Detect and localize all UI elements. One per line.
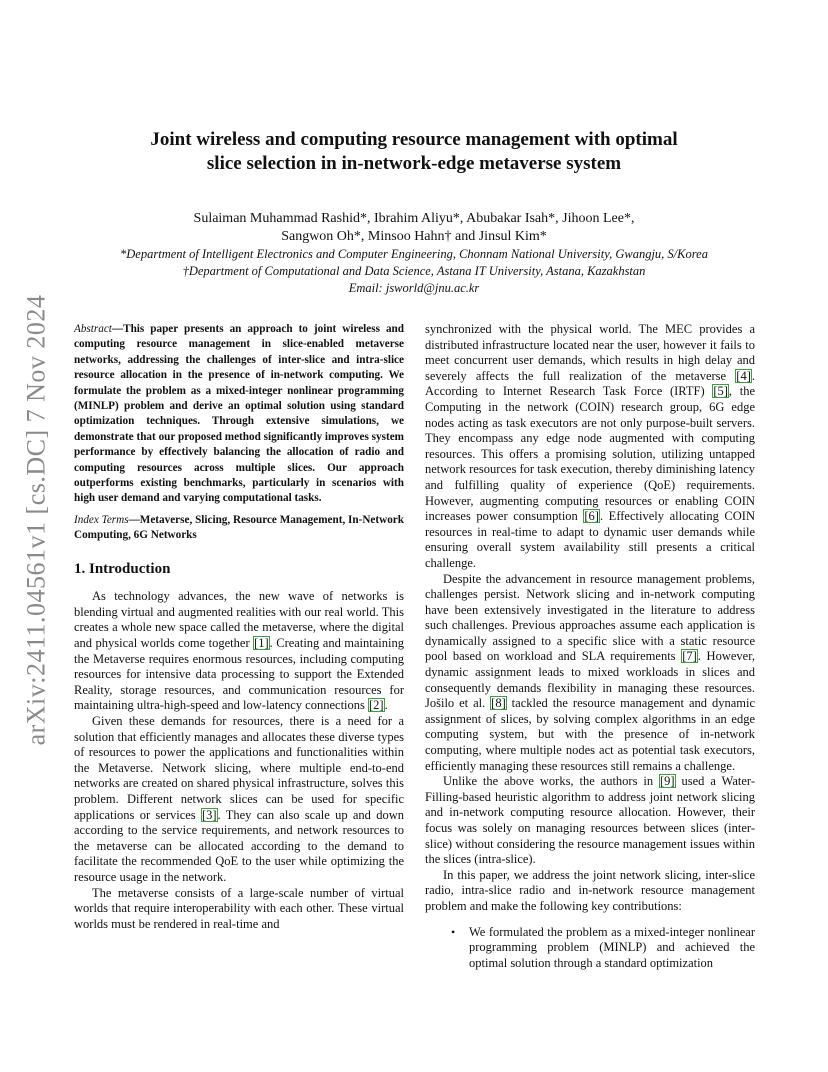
citation-link[interactable]: [1] bbox=[254, 636, 269, 651]
text-run: . They can also scale up and down according to the service requirements, and network resources to the metaverse can be allocated according to the demand to facilitate the recommended QoE to the user while optimizing the resource usage in the network. bbox=[74, 807, 404, 884]
affiliations bbox=[60, 246, 768, 297]
text-run: tackled the resource management and dynamic assignment of slices, by solving complex algorithms in an edge computing system, but with the presence of in-network computing, where multiple nodes act as potential task executors, efficiently managing these resources still remains a challenge. bbox=[425, 696, 755, 773]
author-line: Sulaiman Muhammad Rashid*, Ibrahim Aliyu*, Abubakar Isah*, Jihoon Lee*, bbox=[193, 211, 635, 226]
paragraph bbox=[425, 322, 755, 572]
right-column bbox=[425, 322, 755, 971]
citation-link[interactable]: [7] bbox=[682, 649, 697, 664]
affiliation-line: †Department of Computational and Data Science, Astana IT University, Astana, Kazakhstan bbox=[182, 264, 646, 278]
text-run: , the Computing in the network (COIN) research group, 6G edge nodes acting as task executors are not only purpose-built servers. They encompass any edge node augmented with computing resources. This offers a promising solution, utilizing untapped network resources for task execution, thereby diminishing latency and fulfilling quality of experience (QoE) requirements. However, augmenting computing resources or enabling COIN increases power consumption bbox=[425, 384, 755, 524]
index-terms-text: —Metaverse, Slicing, Resource Management, In-Network Computing, 6G Networks bbox=[74, 513, 404, 542]
paper-title bbox=[90, 128, 738, 176]
text-run: As technology advances, the new wave of networks is blending virtual and augmented realities with our real world. This creates a whole new space called the metaverse, where the digital and physical worlds come together bbox=[74, 589, 404, 651]
text-run: . However, dynamic assignment leads to mixed workloads in slices and consequently demands flexibility in managing these resources. Jošilo et al. bbox=[425, 649, 755, 711]
citation-link[interactable]: [3] bbox=[201, 807, 217, 822]
text-run: . Creating and maintaining the Metaverse requires enormous resources, including computing resources for intensive data processing to support the Extended Reality, storage resources, and communication resources for maintaining ultra-high-speed and low-latency connections bbox=[74, 636, 404, 713]
abstract-text: —This paper presents an approach to joint wireless and computing resource management in slice-enabled metaverse networks, addressing the challenges of inter-slice and intra-slice resource allocation in the presence of in-network computing. We formulate the problem as a mixed-integer nonlinear programming (MINLP) problem and derive an optimal solution using standard optimization techniques. Through extensive simulations, we demonstrate that our proposed method significantly improves system performance by effectively balancing the allocation of radio and computing resources across multiple slices. Our approach outperforms existing benchmarks, particularly in scenarios with high user demand and varying computational tasks. bbox=[74, 323, 404, 505]
left-column bbox=[74, 322, 404, 932]
index-terms bbox=[74, 513, 404, 544]
citation-link[interactable]: [8] bbox=[491, 696, 506, 711]
index-terms-label: Index Terms bbox=[74, 513, 129, 526]
text-run: Despite the advancement in resource management problems, challenges persist. Network slicing and in-network computing have been extensively investigated in the literature to address such challenges. Previous approaches assume each application is dynamically assigned to a specific slice with a static resource pool based on workload and SLA requirements bbox=[425, 571, 755, 664]
section-heading-introduction: 1. Introduction bbox=[74, 560, 171, 577]
paragraph bbox=[74, 714, 404, 886]
arxiv-identifier[interactable]: arXiv:2411.04561v1 [cs.DC] 7 Nov 2024 bbox=[21, 294, 51, 746]
text-run: used a Water-Filling-based heuristic algorithm to address joint network slicing and in-network computing resource allocation. However, their focus was solely on managing resources between slices (inter-slice) without considering the resource management issues within the slices (intra-slice). bbox=[425, 774, 755, 867]
title-line: Joint wireless and computing resource management with optimal bbox=[150, 129, 678, 150]
citation-link[interactable]: [6] bbox=[584, 509, 599, 524]
list-item-text: We formulated the problem as a mixed-integer nonlinear programming problem (MINLP) and achieved the optimal solution through a standard optimization bbox=[469, 924, 755, 970]
contact-email: Email: jsworld@jnu.ac.kr bbox=[348, 281, 480, 295]
text-run: synchronized with the physical world. The MEC provides a distributed infrastructure located near the user, however it fails to meet concurrent user demands, which results in high delay and severely affects the full realization of the metaverse bbox=[425, 322, 755, 383]
arxiv-identifier-stamp bbox=[12, 290, 60, 750]
bullet-icon: • bbox=[451, 924, 456, 939]
citation-link[interactable]: [2] bbox=[369, 698, 384, 713]
paragraph bbox=[425, 774, 755, 868]
affiliation-line: *Department of Intelligent Electronics and Computer Engineering, Chonnam National University, Gwangju, S/Korea bbox=[120, 247, 708, 261]
text-run: Given these demands for resources, there is a need for a solution that efficiently manages and allocates these diverse types of resources to power the applications and functionalities within the Metaverse. Network slicing, where multiple end-to-end networks are created on shared physical infrastructure, solves this problem. Different network slices can be used for specific applications or services bbox=[74, 714, 404, 822]
author-line: Sangwon Oh*, Minsoo Hahn† and Jinsul Kim* bbox=[281, 229, 547, 244]
citation-link[interactable]: [4] bbox=[736, 368, 751, 383]
list-item bbox=[425, 925, 755, 972]
text-run: In this paper, we address the joint network slicing, inter-slice radio, intra-slice radio and in-network resource management problem and make the following key contributions: bbox=[425, 867, 755, 913]
text-run: . According to Internet Research Task Force (IRTF) bbox=[425, 368, 755, 399]
citation-link[interactable]: [5] bbox=[713, 384, 728, 399]
text-run: The metaverse consists of a large-scale number of virtual worlds that require interoperability with each other. These virtual worlds must be rendered in real-time and bbox=[74, 885, 404, 931]
paragraph bbox=[74, 589, 404, 714]
citation-link[interactable]: [9] bbox=[660, 774, 675, 789]
text-run: Unlike the above works, the authors in bbox=[443, 774, 659, 789]
author-list bbox=[80, 210, 748, 246]
text-run: . Effectively allocating COIN resources in real-time to adapt to dynamic user demands while ensuring overall system availability still presents a critical challenge. bbox=[425, 509, 755, 570]
paragraph bbox=[425, 572, 755, 775]
abstract-label: Abstract bbox=[74, 323, 112, 335]
paragraph bbox=[74, 886, 404, 933]
abstract bbox=[74, 322, 404, 507]
paragraph bbox=[425, 868, 755, 915]
contribution-list bbox=[425, 925, 755, 972]
title-line: slice selection in in-network-edge metaverse system bbox=[206, 153, 622, 174]
text-run: . bbox=[384, 698, 388, 713]
